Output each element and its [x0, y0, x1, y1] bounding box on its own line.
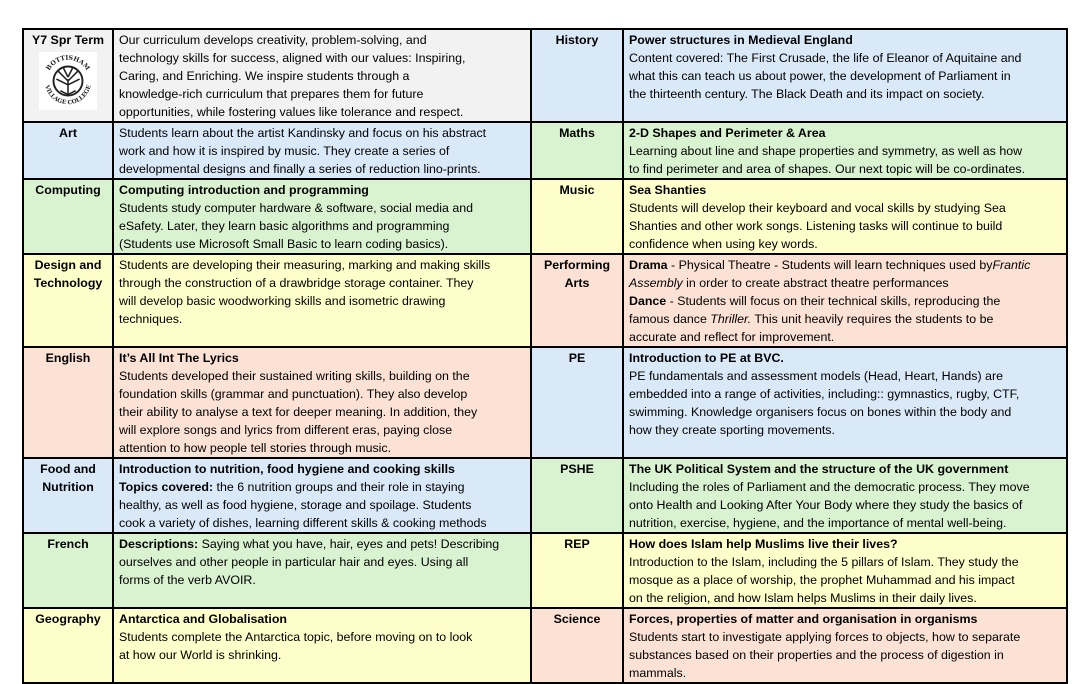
description-cell — [113, 254, 531, 347]
subject-label: Performing — [543, 258, 611, 272]
description-text: Shanties and other work songs. Listening tasks will continue to build — [629, 219, 1003, 233]
description-line — [119, 478, 525, 496]
description-text: confidence when using key words. — [629, 237, 818, 251]
topic-title: Dance — [629, 294, 667, 308]
subject-label: Computing — [35, 183, 101, 197]
description-text: nutrition, exercise, hygiene, and the importance of mental well-being. — [629, 516, 1007, 530]
description-line — [119, 142, 525, 160]
description-text: Students learn about the artist Kandinsky and focus on his abstract — [119, 126, 487, 140]
description-text: the thirteenth century. The Black Death and its impact on society. — [629, 87, 985, 101]
description-text: famous dance — [629, 312, 711, 326]
description-text: through the construction of a drawbridge storage container. They — [119, 276, 474, 290]
description-text: opportunities, while fostering values like tolerance and respect. — [119, 105, 464, 119]
description-line — [629, 124, 1061, 142]
description-cell — [623, 533, 1067, 608]
description-line — [629, 460, 1061, 478]
description-text: Learning about line and shape properties and symmetry, as well as how — [629, 144, 1023, 158]
description-text: Students complete the Antarctica topic, before moving on to look — [119, 630, 473, 644]
description-line — [119, 199, 525, 217]
description-line — [119, 349, 525, 367]
description-line — [119, 274, 525, 292]
table-row — [23, 533, 1067, 608]
subject-cell — [23, 179, 113, 254]
topic-title: Descriptions: — [119, 537, 199, 551]
description-text: Students developed their sustained writing skills, building on the — [119, 369, 470, 383]
description-cell — [113, 347, 531, 458]
description-text: Students will develop their keyboard and vocal skills by studying Sea — [629, 201, 1006, 215]
topic-title: Computing introduction and programming — [119, 183, 369, 197]
description-line — [629, 199, 1061, 217]
description-text: the 6 nutrition groups and their role in staying — [213, 480, 465, 494]
topic-title: 2-D Shapes and Perimeter & Area — [629, 126, 826, 140]
description-text: Including the roles of Parliament and the democratic process. They move — [629, 480, 1030, 494]
description-text: developmental designs and finally a series of reduction lino-prints. — [119, 162, 481, 176]
description-line — [629, 421, 1061, 439]
description-text: techniques. — [119, 312, 183, 326]
description-line — [629, 646, 1061, 664]
description-line — [629, 535, 1061, 553]
description-line — [119, 49, 525, 67]
description-text: Saying what you have, hair, eyes and pets! Describing — [198, 537, 500, 551]
subject-label: English — [45, 351, 91, 365]
description-line — [119, 571, 525, 589]
topic-title: Introduction to nutrition, food hygiene and cooking skills — [119, 462, 455, 476]
topic-title: Topics covered: — [119, 480, 214, 494]
description-cell — [623, 347, 1067, 458]
description-line — [629, 589, 1061, 607]
subject-label: REP — [564, 537, 590, 551]
description-text: foundation skills (grammar and punctuation). They also develop — [119, 387, 468, 401]
description-text: technology skills for success, aligned with our values: Inspiring, — [119, 51, 466, 65]
description-text: ourselves and other people in particular hair and eyes. Using all — [119, 555, 469, 569]
subject-cell — [531, 347, 623, 458]
topic-title: Power structures in Medieval England — [629, 33, 853, 47]
topic-title: Drama — [629, 258, 668, 272]
subject-label: Technology — [33, 276, 103, 290]
description-text: - Physical Theatre - Students will learn techniques used by — [667, 258, 993, 272]
description-line — [629, 142, 1061, 160]
subject-cell — [23, 458, 113, 533]
description-line — [119, 646, 525, 664]
subject-label: Geography — [35, 612, 101, 626]
subject-label: Y7 Spr Term — [31, 33, 105, 47]
table-row — [23, 608, 1067, 683]
subject-cell — [531, 458, 623, 533]
subject-cell — [531, 533, 623, 608]
description-line — [629, 628, 1061, 646]
description-text: (Students use Microsoft Small Basic to learn coding basics). — [119, 237, 449, 251]
description-text: in order to create abstract theatre performances — [682, 276, 949, 290]
description-line — [629, 292, 1061, 310]
description-line — [629, 67, 1061, 85]
description-line — [629, 664, 1061, 682]
subject-cell — [23, 254, 113, 347]
subject-cell — [531, 608, 623, 683]
description-text: what this can teach us about power, the development of Parliament in — [629, 69, 1011, 83]
description-text: mosque as a place of worship, the prophet Muhammad and his impact — [629, 573, 1015, 587]
description-cell — [623, 122, 1067, 179]
topic-title: Forces, properties of matter and organisation in organisms — [629, 612, 978, 626]
subject-label: History — [555, 33, 599, 47]
subject-cell — [531, 179, 623, 254]
subject-cell — [23, 533, 113, 608]
description-cell — [113, 608, 531, 683]
description-text: accurate and reflect for improvement. — [629, 330, 835, 344]
description-cell — [113, 179, 531, 254]
description-line — [629, 274, 1061, 292]
subject-cell — [23, 608, 113, 683]
description-text: Students study computer hardware & software, social media and — [119, 201, 474, 215]
description-line — [119, 256, 525, 274]
description-line — [119, 160, 525, 178]
description-line — [629, 49, 1061, 67]
description-line — [629, 310, 1061, 328]
description-text: on the religion, and how Islam helps Muslims in their daily lives. — [629, 591, 977, 605]
description-text: substances based on their properties and the process of digestion in — [629, 648, 1004, 662]
description-line — [119, 439, 525, 457]
description-line — [629, 478, 1061, 496]
description-line — [119, 628, 525, 646]
description-line — [629, 610, 1061, 628]
description-line — [119, 553, 525, 571]
description-line — [629, 160, 1061, 178]
description-line — [119, 385, 525, 403]
description-line — [629, 256, 1061, 274]
description-text: Content covered: The First Crusade, the life of Eleanor of Aquitaine and — [629, 51, 1022, 65]
description-text: to find perimeter and area of shapes. Our next topic will be co-ordinates. — [629, 162, 1026, 176]
description-line — [119, 103, 525, 121]
svg-text:VILLAGE COLLEGE: VILLAGE COLLEGE — [43, 84, 93, 107]
description-text: Our curriculum develops creativity, problem-solving, and — [119, 33, 427, 47]
description-line — [119, 310, 525, 328]
subject-cell — [531, 122, 623, 179]
description-text: Caring, and Enriching. We inspire students through a — [119, 69, 410, 83]
description-text: Assembly — [629, 276, 683, 290]
description-cell — [623, 29, 1067, 122]
description-text: - Students will focus on their technical skills, reproducing the — [666, 294, 1001, 308]
description-line — [119, 367, 525, 385]
description-text: mammals. — [629, 666, 687, 680]
description-text: how they create sporting movements. — [629, 423, 835, 437]
description-line — [119, 85, 525, 103]
topic-title: Sea Shanties — [629, 183, 707, 197]
description-cell — [113, 29, 531, 122]
description-line — [119, 235, 525, 253]
description-cell — [113, 533, 531, 608]
description-text: their ability to analyse a text for deeper meaning. In addition, they — [119, 405, 478, 419]
description-text: knowledge-rich curriculum that prepares them for future — [119, 87, 424, 101]
topic-title: Antarctica and Globalisation — [119, 612, 287, 626]
table-row — [23, 347, 1067, 458]
description-line — [119, 67, 525, 85]
description-line — [119, 610, 525, 628]
table-row — [23, 122, 1067, 179]
description-line — [629, 367, 1061, 385]
subject-cell — [23, 347, 113, 458]
subject-label: Arts — [564, 276, 590, 290]
description-text: healthy, as well as food hygiene, storage and spoilage. Students — [119, 498, 472, 512]
description-cell — [113, 122, 531, 179]
description-cell — [113, 458, 531, 533]
description-line — [119, 181, 525, 199]
description-line — [629, 514, 1061, 532]
description-line — [119, 460, 525, 478]
curriculum-table — [22, 28, 1068, 684]
description-text: Frantic — [992, 258, 1031, 272]
description-cell — [623, 254, 1067, 347]
table-row — [23, 29, 1067, 122]
subject-label: PSHE — [560, 462, 594, 476]
description-text: PE fundamentals and assessment models (Head, Heart, Hands) are — [629, 369, 1003, 383]
description-text: Thriller. — [710, 312, 752, 326]
subject-cell — [531, 254, 623, 347]
description-text: eSafety. Later, they learn basic algorithms and programming — [119, 219, 450, 233]
subject-cell — [23, 122, 113, 179]
description-cell — [623, 608, 1067, 683]
description-line — [119, 31, 525, 49]
description-text: will explore songs and lyrics from different eras, paying close — [119, 423, 453, 437]
description-line — [119, 496, 525, 514]
subject-label: Music — [559, 183, 595, 197]
description-text: work and how it is inspired by music. They create a series of — [119, 144, 450, 158]
description-line — [119, 124, 525, 142]
description-text: forms of the verb AVOIR. — [119, 573, 256, 587]
table-row — [23, 458, 1067, 533]
description-line — [119, 421, 525, 439]
subject-label: Food and — [40, 462, 96, 476]
topic-title: Introduction to PE at BVC. — [629, 351, 784, 365]
description-text: This unit heavily requires the students to be — [751, 312, 994, 326]
description-line — [629, 496, 1061, 514]
subject-label: French — [47, 537, 89, 551]
description-text: onto Health and Looking After Your Body where they study the basics of — [629, 498, 1023, 512]
description-text: at how our World is shrinking. — [119, 648, 282, 662]
description-text: attention to how people tell stories through music. — [119, 441, 392, 455]
description-line — [629, 235, 1061, 253]
topic-title: How does Islam help Muslims live their lives? — [629, 537, 898, 551]
table-row — [23, 254, 1067, 347]
subject-label: PE — [568, 351, 586, 365]
svg-text:BOTTISHAM: BOTTISHAM — [45, 54, 91, 72]
description-text: Introduction to the Islam, including the 5 pillars of Islam. They study the — [629, 555, 1019, 569]
description-text: embedded into a range of activities, including:: gymnastics, rugby, CTF, — [629, 387, 1020, 401]
topic-title: It’s All Int The Lyrics — [119, 351, 239, 365]
description-line — [119, 403, 525, 421]
description-line — [629, 328, 1061, 346]
description-line — [629, 385, 1061, 403]
subject-label: Maths — [559, 126, 595, 140]
subject-label: Art — [59, 126, 77, 140]
description-line — [119, 514, 525, 532]
description-line — [629, 403, 1061, 421]
subject-cell — [23, 29, 113, 122]
description-line — [119, 535, 525, 553]
topic-title: The UK Political System and the structure of the UK government — [629, 462, 1009, 476]
subject-label: Nutrition — [42, 480, 94, 494]
description-line — [119, 292, 525, 310]
description-text: Students are developing their measuring, marking and making skills — [119, 258, 491, 272]
description-line — [629, 553, 1061, 571]
description-line — [629, 217, 1061, 235]
subject-label: Design and — [34, 258, 102, 272]
description-line — [629, 85, 1061, 103]
description-line — [629, 571, 1061, 589]
school-logo — [39, 52, 97, 110]
description-text: cook a variety of dishes, learning different skills & cooking methods — [119, 516, 487, 530]
description-cell — [623, 458, 1067, 533]
description-text: will develop basic woodworking skills and isometric drawing — [119, 294, 446, 308]
description-text: Students start to investigate applying forces to objects, how to separate — [629, 630, 1021, 644]
description-line — [629, 31, 1061, 49]
description-line — [119, 217, 525, 235]
subject-cell — [531, 29, 623, 122]
description-text: swimming. Knowledge organisers focus on bones within the body and — [629, 405, 1012, 419]
description-cell — [623, 179, 1067, 254]
table-row — [23, 179, 1067, 254]
description-line — [629, 181, 1061, 199]
description-line — [629, 349, 1061, 367]
subject-label: Science — [553, 612, 601, 626]
